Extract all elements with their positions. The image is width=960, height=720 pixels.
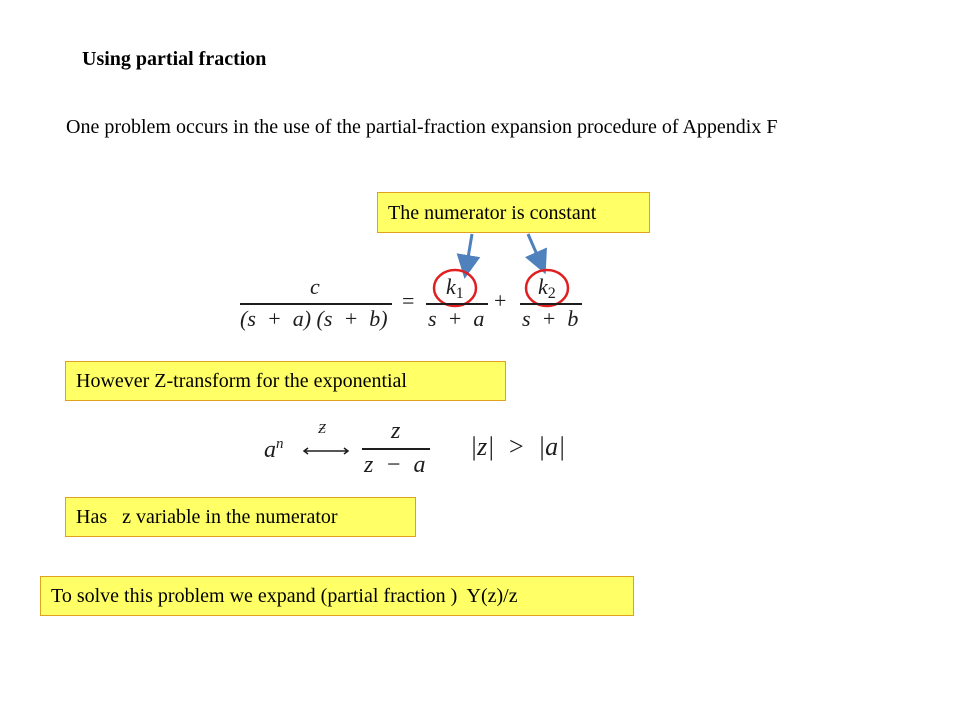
- eq1-k2-letter: k: [538, 274, 548, 299]
- eq2-base-letter: a: [264, 437, 276, 463]
- eq2-roc: |z| > |a|: [470, 432, 566, 461]
- eq2-numerator: z: [391, 418, 401, 444]
- eq1-k1-letter: k: [446, 274, 456, 299]
- eq1-term2-denominator: s + b: [522, 306, 579, 331]
- eq1-lhs-bar: [240, 303, 392, 305]
- callout-solve: [40, 576, 634, 616]
- arrow-to-k1: [466, 234, 472, 270]
- equation-partial-fraction: [230, 268, 590, 338]
- double-arrow-icon: [302, 444, 350, 458]
- eq1-plus: +: [494, 288, 507, 313]
- eq1-term2-numerator: [538, 274, 556, 303]
- callout-has-z: [65, 497, 416, 537]
- eq1-equals: =: [402, 288, 415, 313]
- eq1-lhs-denominator: (s + a) (s + b): [240, 306, 388, 331]
- eq2-bar: [362, 448, 430, 450]
- intro-text: One problem occurs in the use of the partial-fraction expansion procedure of Appendix F: [66, 116, 778, 138]
- equation-z-transform: [258, 418, 598, 482]
- arrow-to-k2: [528, 234, 542, 266]
- callout-numerator-constant-text: The numerator is constant: [388, 201, 597, 224]
- eq2-transform-symbol: Ƶ: [318, 422, 326, 437]
- eq1-term1-numerator: [446, 274, 464, 303]
- callout-has-z-text: Has z variable in the numerator: [76, 506, 338, 528]
- eq1-term1-bar: [426, 303, 488, 305]
- callout-however-text: However Z-transform for the exponential: [76, 370, 407, 392]
- slide-title: Using partial fraction: [82, 48, 267, 70]
- callout-however: [65, 361, 506, 401]
- eq2-exponent: n: [276, 436, 284, 452]
- eq2-denominator: z − a: [364, 452, 426, 478]
- callout-solve-text: To solve this problem we expand (partial fraction ) Y(z)/z: [51, 585, 518, 607]
- eq2-base: [264, 436, 284, 464]
- eq1-term2-bar: [520, 303, 582, 305]
- eq1-k1-subscript: 1: [455, 285, 464, 302]
- eq1-k2-subscript: 2: [547, 285, 556, 302]
- eq1-term1-denominator: s + a: [428, 306, 485, 331]
- eq1-lhs-numerator: c: [310, 274, 320, 299]
